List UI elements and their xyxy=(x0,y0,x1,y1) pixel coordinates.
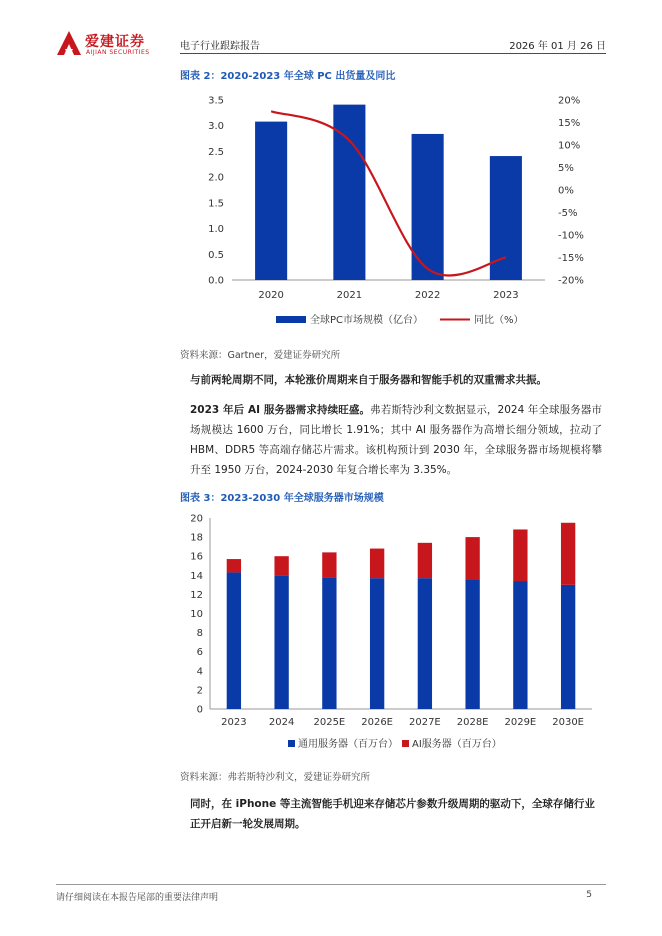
logo xyxy=(56,30,176,60)
y2-tick-label: -20% xyxy=(558,275,584,287)
figure3-source: 资料来源：弗若斯特沙利文，爱建证券研究所 xyxy=(180,772,371,783)
figure3-title: 图表 3：2023-2030 年全球服务器市场规模 xyxy=(180,493,384,504)
y-tick-label: 14 xyxy=(190,570,203,582)
y-tick-label: 0.5 xyxy=(208,249,224,261)
y2-tick-label: -10% xyxy=(558,230,584,242)
x-tick-label: 2023 xyxy=(493,290,519,301)
bar-general-server xyxy=(227,572,241,709)
figure2-source: 资料来源：Gartner，爱建证券研究所 xyxy=(180,350,341,361)
yoy-line xyxy=(271,111,506,275)
y-tick-label: 2.5 xyxy=(208,146,224,158)
paragraph-3 xyxy=(190,794,602,834)
report-type: 电子行业跟踪报告 xyxy=(180,41,260,52)
y2-tick-label: 15% xyxy=(558,118,581,129)
bar-general-server xyxy=(322,577,336,709)
legend-general-label: 通用服务器（百万台） xyxy=(298,739,398,750)
bar-ai-server xyxy=(322,552,336,577)
y-tick-label: 10 xyxy=(190,609,203,620)
bar-general-server xyxy=(465,579,479,709)
paragraph-2-lead: 2023 年后 AI 服务器需求持续旺盛。 xyxy=(190,404,371,416)
y-tick-label: 8 xyxy=(196,628,203,640)
server-market-chart xyxy=(180,508,606,764)
logo-cn-text: 爱建证券 xyxy=(85,34,145,50)
y2-tick-label: 5% xyxy=(558,163,574,174)
footer-rule xyxy=(56,884,606,885)
y2-tick-label: -15% xyxy=(558,253,584,264)
x-tick-label: 2023 xyxy=(221,717,247,728)
paragraph-1-text: 与前两轮周期不同，本轮涨价周期来自于服务器和智能手机的双重需求共振。 xyxy=(190,374,547,386)
bar-ai-server xyxy=(465,537,479,579)
y2-tick-label: -5% xyxy=(558,208,578,219)
page-number: 5 xyxy=(586,890,592,900)
bar-ai-server xyxy=(227,559,241,572)
y-tick-label: 18 xyxy=(190,532,203,544)
bar-general-server xyxy=(274,575,288,709)
footer-disclaimer: 请仔细阅读在本报告尾部的重要法律声明 xyxy=(56,893,219,903)
legend-general-swatch xyxy=(288,740,295,747)
legend-ai-label: AI服务器（百万台） xyxy=(412,739,502,750)
bar-general-server xyxy=(370,578,384,709)
bar-general-server xyxy=(418,578,432,709)
x-tick-label: 2026E xyxy=(361,717,394,728)
y-tick-label: 1.5 xyxy=(208,198,224,210)
logo-en-text: AIJIAN SECURITIES xyxy=(86,49,150,56)
paragraph-2-text: 弗若斯特沙利文数据显示，2024 年全球服务器市场规模达 1600 万台，同比增长 1.91%；其中 AI 服务器作为高增长细分领域，拉动了 HBM、DDR5 等高端存储芯片需求。该机构预计到 2030 年，全球服务器市场规模将攀升至 1950 万台，2024-2030 年复合增长率为 3.35%。 xyxy=(190,404,602,476)
y-tick-label: 2.0 xyxy=(208,172,224,184)
bar xyxy=(255,122,287,280)
y-tick-label: 16 xyxy=(190,551,203,563)
x-tick-label: 2021 xyxy=(336,290,363,301)
y-tick-label: 2 xyxy=(196,685,203,697)
pc-shipment-chart xyxy=(180,84,606,346)
y-tick-label: 6 xyxy=(196,647,203,659)
report-date: 2026 年 01 月 26 日 xyxy=(509,41,606,52)
x-tick-label: 2030E xyxy=(552,717,585,728)
bar-ai-server xyxy=(274,556,288,575)
bar-ai-server xyxy=(370,549,384,579)
legend-bar-swatch xyxy=(276,316,306,323)
x-tick-label: 2024 xyxy=(268,717,295,728)
bar-ai-server xyxy=(513,529,527,581)
y-tick-label: 3.5 xyxy=(208,95,224,107)
y2-tick-label: 10% xyxy=(558,140,581,152)
x-tick-label: 2025E xyxy=(313,717,346,728)
logo-mark-icon xyxy=(56,30,82,56)
y-tick-label: 3.0 xyxy=(208,121,224,133)
x-tick-label: 2022 xyxy=(414,290,441,301)
paragraph-3-text: 同时，在 iPhone 等主流智能手机迎来存储芯片参数升级周期的驱动下，全球存储行业正开启新一轮发展周期。 xyxy=(190,798,595,830)
legend-line-label: 同比（%） xyxy=(474,315,524,326)
y-tick-label: 20 xyxy=(190,513,203,525)
x-tick-label: 2020 xyxy=(258,290,284,301)
y-tick-label: 0.0 xyxy=(208,275,224,287)
legend-bar-label: 全球PC市场规模（亿台） xyxy=(310,315,424,326)
header-rule xyxy=(180,53,606,54)
bar-ai-server xyxy=(561,523,575,585)
figure2-title: 图表 2：2020-2023 年全球 PC 出货量及同比 xyxy=(180,71,396,82)
x-tick-label: 2027E xyxy=(408,717,441,728)
y2-tick-label: 20% xyxy=(558,95,581,107)
paragraph-2 xyxy=(190,400,602,480)
y-tick-label: 0 xyxy=(196,704,203,716)
bar-ai-server xyxy=(418,543,432,578)
legend-ai-swatch xyxy=(402,740,409,747)
x-tick-label: 2028E xyxy=(456,717,489,728)
y2-tick-label: 0% xyxy=(558,185,574,197)
x-tick-label: 2029E xyxy=(504,717,537,728)
y-tick-label: 12 xyxy=(190,589,203,601)
y-tick-label: 4 xyxy=(196,666,203,678)
bar-general-server xyxy=(513,581,527,709)
y-tick-label: 1.0 xyxy=(208,224,224,236)
paragraph-1 xyxy=(190,370,600,390)
bar-general-server xyxy=(561,585,575,709)
